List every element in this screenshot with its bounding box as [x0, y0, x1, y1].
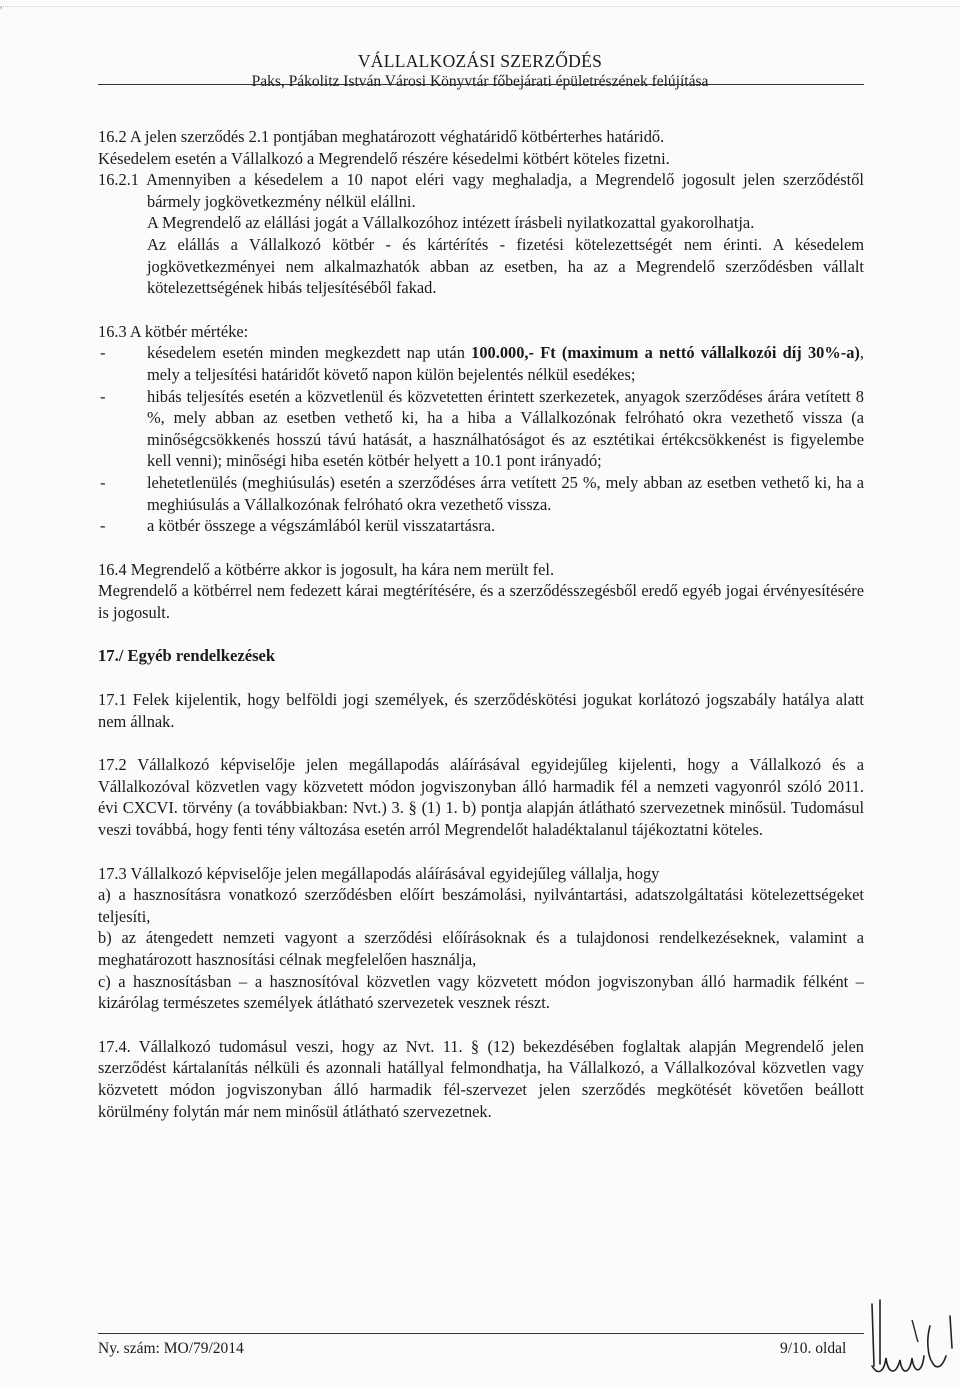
paragraph-16-2-1	[98, 169, 864, 212]
list-item	[98, 386, 864, 472]
bullet-dash: -	[100, 386, 106, 406]
handwritten-initials-signature	[866, 1296, 956, 1384]
list-item	[98, 342, 864, 385]
paragraph-16-2-1-c: Az elállás a Vállalkozó kötbér - és kártérítés - fizetési kötelezettségét nem érinti. A késedelem jogkövetkezményei nem alkalmazhatók abban az esetben, ha az a Megrendelő szerződésben vállalt kötelezettségének hibás teljesítéséből fakad.	[147, 234, 864, 298]
paragraph-17-3-a: a) a hasznosításra vonatkozó szerződésben előírt beszámolási, nyilvántartási, adatszolgáltatási kötelezettségeket teljesíti,	[98, 885, 864, 926]
paragraph-16-2-line2: Késedelem esetén a Vállalkozó a Megrendelő részére késedelmi kötbért köteles fizetni.	[98, 148, 670, 168]
paragraph-16-3: 16.3 A kötbér mértéke:	[98, 321, 249, 341]
paragraph-16-2-1-text: Amennyiben a késedelem a 10 napot eléri vagy meghaladja, a Megrendelő jogosult jelen szerződéstől bármely jogkövetkezmény nélkül elállni.	[146, 170, 864, 211]
list-item	[98, 472, 864, 515]
bullet-3: lehetetlenülés (meghiúsulás) esetén a szerződéses árra vetített 25 %, mely abban az esetben vethető ki, ha a meghiúsulás a Vállalkozónak felróható okra vezethető vissza.	[147, 472, 864, 514]
paragraph-16-4-a: 16.4 Megrendelő a kötbérre akkor is jogosult, ha kára nem merült fel.	[98, 559, 555, 579]
bullet-1-bold: 100.000,- Ft (maximum a nettó vállalkozói díj 30%-a)	[471, 343, 860, 363]
document-subtitle: Paks, Pákolitz István Városi Könyvtár főbejárati épületrészének felújítása	[251, 73, 709, 90]
bullet-2: hibás teljesítés esetén a közvetlenül és közvetetten érintett szerkezetek, anyagok szerződéses árára vetített 8 %, mely abban az esetben vethető ki, ha a hiba a Vállalkozónak felróható okra vezethető vissza (a minőségcsökkenés hosszú távú hatását, a használhatóságot és az esztétikai értékcsökkenést is figyelembe kell venni); minőségi hiba esetén kötbér helyett a 10.1 pont irányadó;	[147, 386, 864, 471]
document-title: VÁLLALKOZÁSI SZERZŐDÉS	[357, 51, 603, 71]
bullet-dash: -	[100, 516, 106, 536]
section-heading-17: 17./ Egyéb rendelkezések	[98, 646, 276, 666]
document-body	[98, 126, 864, 1122]
footer-document-number: Ny. szám: MO/79/2014	[98, 1340, 244, 1357]
bullet-dash: -	[100, 472, 106, 492]
paragraph-17-3: 17.3 Vállalkozó képviselője jelen megállapodás aláírásával egyidejűleg vállalja, hogy	[98, 863, 660, 883]
footer-page-number: 9/10. oldal	[780, 1340, 847, 1357]
paragraph-17-4: 17.4. Vállalkozó tudomásul veszi, hogy az Nvt. 11. § (12) bekezdésében foglaltak alapján Megrendelő jelen szerződést kártalanítás nélküli és azonnali hatállyal felmondhatja, ha Vállalkozó, a Vállalkozóval közvetlen vagy közvetett módon jogviszonyban álló harmadik fél-szervezet jelen szerződés megkötését követően beállott körülmény folytán már nem minősül átlátható szervezetnek.	[98, 1036, 864, 1121]
paragraph-17-3-b: b) az átengedett nemzeti vagyont a szerződési előírásoknak és a tulajdonosi rendelkezéseknek, valamint a meghatározott hasznosítási célnak megfelelően használja,	[98, 928, 864, 969]
paragraph-16-4-b: Megrendelő a kötbérrel nem fedezett kárai megtérítésére, és a szerződésszegésből eredő egyéb jogai érvényesítésére is jogosult.	[98, 581, 864, 622]
header-rule	[98, 84, 864, 85]
scan-mark: ,	[0, 0, 3, 10]
paragraph-17-3-c: c) a hasznosításban – a hasznosítóval közvetlen vagy közvetett módon jogviszonyban álló harmadik félként – kizárólag természetes személyek átlátható szervezetek vesznek részt.	[98, 971, 864, 1013]
footer-rule	[98, 1333, 864, 1334]
bullet-dash: -	[100, 343, 106, 363]
scan-edge-dots	[0, 6, 960, 8]
bullet-1-pre: késedelem esetén minden megkezdett nap után	[147, 343, 472, 363]
document-header	[98, 50, 862, 92]
paragraph-16-2-1-b: A Megrendelő az elállási jogát a Vállalkozóhoz intézett írásbeli nyilatkozattal gyakorolhatja.	[147, 213, 755, 233]
list-item	[98, 515, 864, 537]
paragraph-17-1: 17.1 Felek kijelentik, hogy belföldi jogi személyek, és szerződéskötési jogukat korlátozó jogszabály hatálya alatt nem állnak.	[98, 690, 864, 731]
bullet-1-post: , mely a teljesítési határidőt követő napon külön bejelentés nélkül esedékes;	[147, 343, 864, 384]
paragraph-17-2: 17.2 Vállalkozó képviselője jelen megállapodás aláírásával egyidejűleg kijelenti, hogy a Vállalkozó és a Vállalkozóval közvetlen vagy közvetett módon jogviszonyban álló harmadik fél a nemzeti vagyonról szóló 2011. évi CXCVI. törvény (a továbbiakban: Nvt.) 3. § (1) 1. b) pontja alapján átlátható szervezetnek minősül. Tudomásul veszi továbbá, hogy fenti tény változása esetén arról Megrendelőt haladéktalanul tájékoztatni köteles.	[98, 755, 864, 840]
paragraph-16-2-1-number: 16.2.1	[98, 170, 139, 190]
bullet-4: a kötbér összege a végszámlából kerül visszatartásra.	[147, 516, 496, 536]
paragraph-16-2-line1: 16.2 A jelen szerződés 2.1 pontjában meghatározott véghatáridő kötbérterhes határidő.	[98, 127, 665, 146]
